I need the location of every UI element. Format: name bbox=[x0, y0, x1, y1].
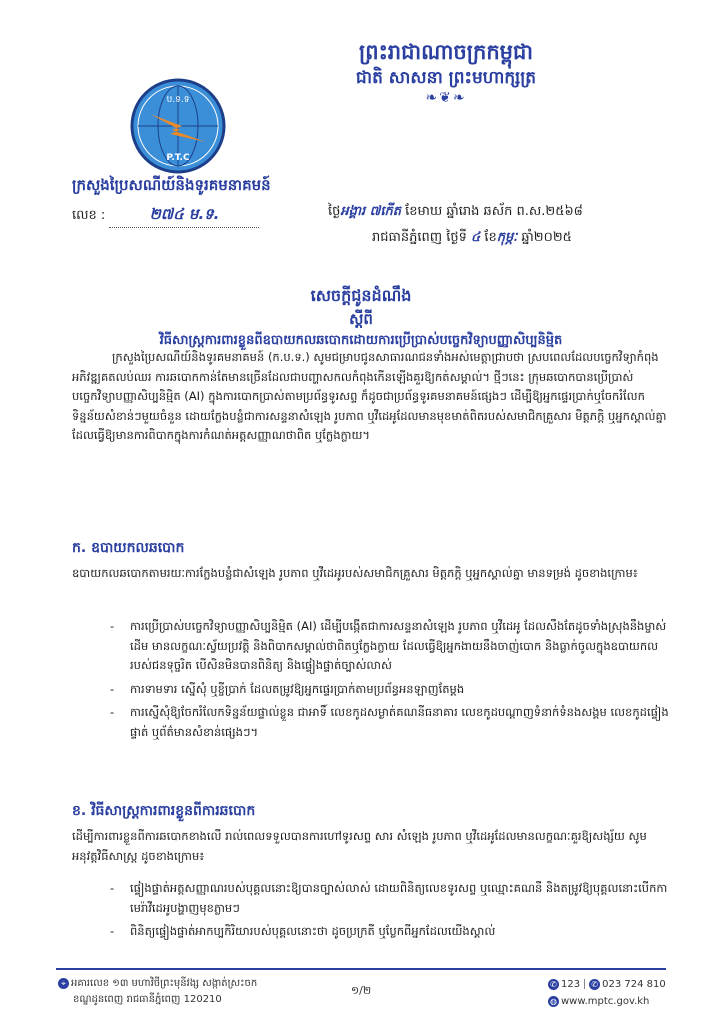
phone-number[interactable]: 023 724 810 bbox=[602, 979, 666, 990]
solar-date-prefix: រាជធានីភ្នំពេញ ថ្ងៃទី bbox=[372, 230, 472, 245]
list-item: - ពិនិត្យផ្ទៀងផ្ទាត់អាកប្បកិរិយារបស់បុគ្គលនោះថា ដូចប្រក្រតី ឬប្លែកពីអ្នកដែលយើងស្គាល់ bbox=[100, 922, 670, 942]
list-item: - ការស្នើសុំឱ្យចែករំលែកទិន្នន័យផ្ទាល់ខ្លួន ជាអាទិ៍ លេខកូដសម្ងាត់គណនីធនាគារ លេខកូដបណ្តាញទំនាក់ទំនងសង្គម លេខកូដផ្ទៀងផ្ទាត់ ឬព័ត៌មានសំខាន់ផ្សេងៗ។ bbox=[100, 703, 670, 742]
phone-icon: ✆ bbox=[589, 979, 600, 990]
list-item: - ការទាមទារ ស្នើសុំ ឬខ្ចីប្រាក់ ដែលតម្រូវឱ្យអ្នកផ្ទេរប្រាក់តាមប្រព័ន្ធអនឡាញតែម្តង bbox=[100, 680, 670, 700]
lunar-date-handwritten: អង្គារ ៧កើត bbox=[340, 204, 401, 219]
document-title: សេចក្តីជូនដំណឹង bbox=[310, 286, 412, 305]
solar-year: ឆ្នាំ២០២៥ bbox=[517, 230, 572, 245]
kingdom-title: ព្រះរាជាណាចក្រកម្ពុជា bbox=[358, 40, 533, 64]
section-a-intro: ឧបាយកលឆបោកតាមរយៈការក្លែងបន្លំជាសំឡេង រូបភាព ឬវីដេអូរបស់សមាជិកគ្រួសារ មិត្តភក្តិ ឬអ្នកស្គាល់គ្នា មានទម្រង់ ដូចខាងក្រោម៖ bbox=[72, 566, 638, 580]
document-title-block bbox=[0, 284, 722, 352]
globe-icon: ◍ bbox=[548, 996, 559, 1007]
document-subject: វិធីសាស្ត្រការពារខ្លួនពីឧបាយកលឆបោកដោយការប្រើប្រាស់បច្ចេកវិទ្យាបញ្ញាសិប្បនិម្មិត bbox=[159, 333, 563, 348]
list-item: - ការប្រើប្រាស់បច្ចេកវិទ្យាបញ្ញាសិប្បនិម្មិត (AI) ដើម្បីបង្កើតជាការសន្ទនាសំឡេង រូបភាព ឬវីដេអូ ដែលសឹងតែដូចទាំងស្រុងនឹងម្ចាស់ដើម មានលក្ខណៈស្វ័យប្រវត្តិ និងពិបាកសម្គាល់ថាពិតឬក្លែងក្លាយ ដែលធ្វើឱ្យអ្នកងាយនឹងចាញ់បោក និងធ្លាក់ចូលក្នុងឧបាយកលរបស់ជនទុច្ចរិត បើសិនមិនបានពិនិត្យ និងផ្ទៀងផ្ទាត់ច្បាស់លាស់ bbox=[100, 617, 670, 676]
intro-paragraph: ក្រសួងប្រៃសណីយ៍និងទូរគមនាគមន៍ (ក.ប.ទ.) សូមជម្រាបជូនសាធារណជនទាំងអស់មេត្តាជ្រាបថា ស្របពេលដែលបច្ចេកវិទ្យាកំពុងអភិវឌ្ឍគតលប់ឈរ ការឆបោកកាន់តែមានច្រើនដែលជាបញ្ហាសកលកំពុងកើនឡើងគួរឱ្យកត់សម្គាល់។ ថ្មីៗនេះ ក្រុមឆបោកបានប្រើប្រាស់បច្ចេកវិទ្យាបញ្ញាសិប្បនិម្មិត (AI) ក្នុងការបោកប្រាស់តាមប្រព័ន្ធទូរសព្ទ ក៏ដូចជាប្រព័ន្ធទូរគមនាគមន៍ផ្សេងៗ ដើម្បីឱ្យអ្នកផ្ទេរប្រាក់ឬចែករំលែកទិន្នន័យសំខាន់ៗមួយចំនួន ដោយក្លែងបន្លំជាការសន្ទនាសំឡេង រូបភាព ឬវីដេអូដែលមានមុខមាត់ពិតរបស់សមាជិកគ្រួសារ មិត្តភក្តិ ឬអ្នកស្គាល់គ្នាដែលធ្វើឱ្យមានការពិបាកក្នុងការកំណត់អត្តសញ្ញាណថាពិត ឬក្លែងក្លាយ។ bbox=[72, 350, 667, 442]
solar-month: កុម្ភៈ bbox=[496, 230, 518, 245]
website-link[interactable]: www.mptc.gov.kh bbox=[561, 996, 650, 1007]
lunar-date bbox=[328, 203, 583, 222]
section-b-intro: ដើម្បីការពារខ្លួនពីការឆបោកខាងលើ រាល់ពេលទទួលបានការហៅទូរសព្ទ សារ សំឡេង រូបភាព ឬវីដេអូដែលមានលក្ខណៈគួរឱ្យសង្ស័យ សូមអនុវត្តវិធីសាស្ត្រ ដូចខាងក្រោម៖ bbox=[72, 829, 647, 863]
section-b-list bbox=[100, 879, 670, 946]
phone-icon: ✆ bbox=[548, 979, 559, 990]
ornament-divider: ❧❦❧ bbox=[425, 90, 467, 106]
national-motto: ជាតិ សាសនា ព្រះមហាក្សត្រ bbox=[355, 68, 537, 88]
footer-contact bbox=[548, 976, 666, 1010]
address-line-1: អគារលេខ ១៣ មហាវិថីព្រះមុនីវង្ស សង្កាត់ស្រះចក bbox=[71, 978, 258, 989]
logo-text-top: ប.ទ.ទ bbox=[166, 95, 190, 105]
logo-text-bottom: P.T.C bbox=[166, 153, 190, 163]
ministry-name: ក្រសួងប្រៃសណីយ៍និងទូរគមនាគមន៍ bbox=[72, 176, 271, 194]
footer-divider bbox=[56, 968, 666, 970]
location-icon: ⌖ bbox=[58, 978, 69, 989]
solar-month-label: ខែ bbox=[480, 230, 497, 245]
reference-value: ២៧៤ ម.ទ. bbox=[109, 205, 259, 228]
solar-date bbox=[372, 229, 572, 248]
lunar-date-rest: ខែមាឃ ឆ្នាំរោង ឆស័ក ព.ស.២៥៦៨ bbox=[400, 204, 583, 219]
ministry-logo bbox=[120, 76, 236, 176]
section-b-heading: ខ. វិធីសាស្ត្រការពារខ្លួនពីការឆបោក bbox=[72, 803, 256, 819]
list-item: - ផ្ទៀងផ្ទាត់អត្តសញ្ញាណរបស់បុគ្គលនោះឱ្យបានច្បាស់លាស់ ដោយពិនិត្យលេខទូរសព្ទ ឬឈ្មោះគណនី និងតម្រូវឱ្យបុគ្គលនោះបើកកាមេរ៉ាវីដេអូបង្ហាញមុខភ្លាមៗ bbox=[100, 879, 670, 918]
reference-number bbox=[72, 205, 259, 228]
section-a-heading: ក. ឧបាយកលឆបោក bbox=[72, 540, 185, 556]
address-line-2: ខណ្ឌដូនពេញ រាជធានីភ្នំពេញ 120210 bbox=[73, 994, 222, 1005]
solar-day: ៤ bbox=[471, 230, 481, 245]
contact-separator bbox=[584, 979, 585, 989]
reference-label: លេខ : bbox=[72, 208, 106, 223]
hotline-number[interactable]: 123 bbox=[561, 979, 581, 990]
kingdom-header bbox=[0, 38, 722, 106]
page-number: ១/២ bbox=[350, 984, 372, 997]
lunar-date-prefix: ថ្ងៃ bbox=[328, 204, 341, 219]
section-a-list bbox=[100, 617, 670, 746]
document-subtitle-about: ស្តីពី bbox=[349, 310, 373, 328]
